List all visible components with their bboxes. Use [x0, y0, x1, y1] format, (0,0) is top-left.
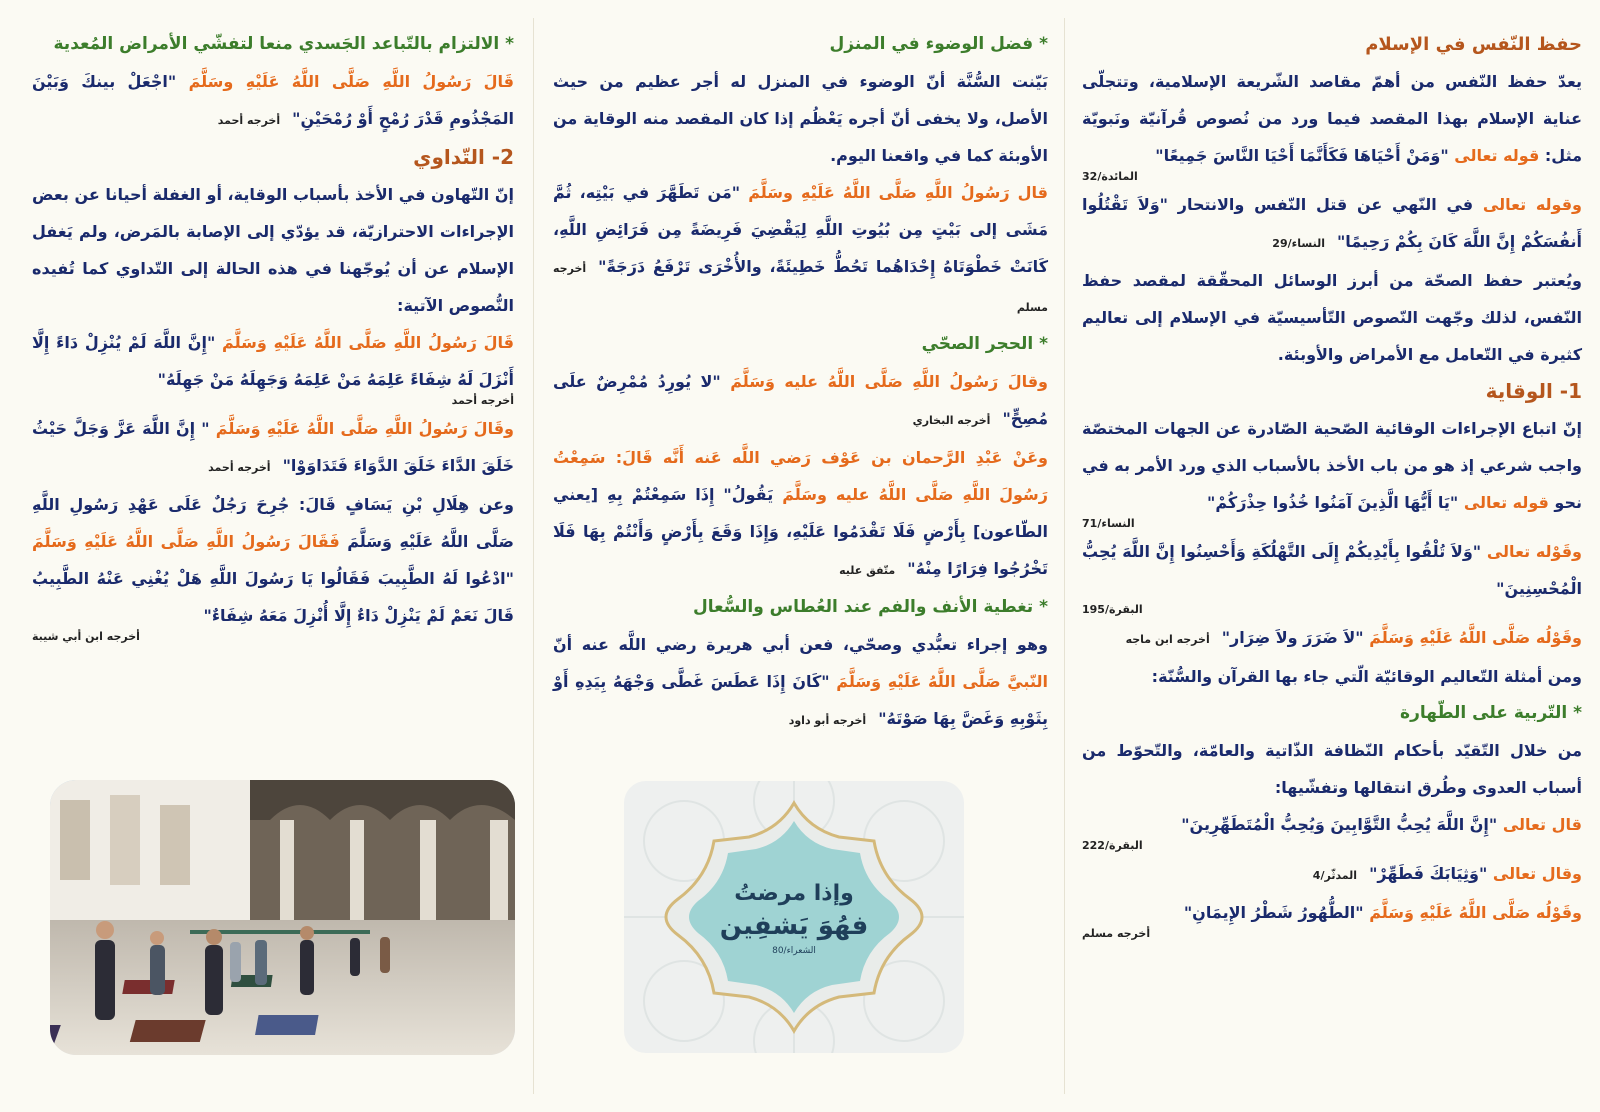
- hadith-reference: أخرجه مسلم: [553, 262, 1048, 314]
- hadith-label: وقَوْلُه صَلَّى اللَّهُ عَلَيْهِ وَسَلَّمَ: [1369, 628, 1582, 647]
- section-heading: 2- التّداوي: [413, 145, 514, 169]
- quran-label: قوله تعالى: [1448, 146, 1540, 165]
- hadith-label: قال رَسُولُ اللَّهِ صَلَّى اللَّهُ عَلَيْهِ وسَلَّمَ: [748, 183, 1049, 202]
- hadith-text: "كَانَ إِذَا عَطَسَ غَطَّى وَجْهَهُ بِيَدِهِ أَوْ بِثَوْبِهِ وَغَضَّ بِهَا صَوْتَهُ": [553, 672, 1048, 728]
- quran-verse: "وَمَنْ أَحْيَاهَا فَكَأَنَّمَا أَحْيَا النَّاسَ جَمِيعًا": [1155, 146, 1449, 165]
- quran-label: وقوله تعالى: [1482, 195, 1582, 214]
- verse-reference: البقرة/222: [1082, 839, 1143, 852]
- body-paragraph: ويُعتبر حفظ الصحّة من أبرز الوسائل المحقّقة لمقصد حفظ النّفس، لذلك وجّهت النّصوص التّأسيسيّة في الإسلام إلى تعاليم كثيرة في التّعامل مع الأمراض والأوبئة.: [1082, 271, 1582, 364]
- quran-verse: "وَلاَ تَقْتُلُوا أَنفُسَكُمْ إِنَّ اللَّهَ كَانَ بِكُمْ رَحِيمًا": [1082, 195, 1582, 251]
- body-paragraph: إنّ التّهاون في الأخذ بأسباب الوقاية، أو الغفلة أحيانا عن بعض الإجراءات الاحترازيّة، قد يؤدّي إلى الإصابة بالمَرض، ولم يَغفل الإسلام عن أن يُوجّهنا في هذه الحالة إلى التّداوي كما تُفيده النُّصوص الآتية:: [32, 185, 514, 315]
- hadith-text: "ادْعُوا لَهُ الطَّبِيبَ فَقَالُوا يَا رَسُولَ اللَّهِ هَلْ يُغْنِي عَنْهُ الطَّبِيبُ قَالَ نَعَمْ لَمْ يَنْزِلْ دَاءٌ إِلَّا أُنْزِلَ مَعَهُ شِفَاءٌ": [32, 569, 514, 625]
- hadith-text: "إِنَّ اللَّهَ لَمْ يُنْزِلْ دَاءً إِلَّا أَنْزَلَ لَهُ شِفَاءً عَلِمَهُ مَنْ عَلِمَهُ وَجَهِلَهُ مَنْ جَهِلَهُ": [32, 333, 514, 389]
- hadith-quote: [553, 626, 1048, 739]
- quran-quote: [1082, 855, 1582, 894]
- hadith-reference: أخرجه مسلم: [1082, 927, 1151, 940]
- quran-verse-emblem: [624, 781, 964, 1053]
- subsection-heading: * فضل الوضوء في المنزل: [829, 34, 1048, 54]
- hadith-quote: [553, 363, 1048, 439]
- quran-quote: [1082, 806, 1582, 843]
- body-paragraph: ومن أمثلة التّعاليم الوقائيّة الّتي جاء بها القرآن والسُّنّة:: [1151, 667, 1582, 686]
- quran-verse: "وَلاَ تُلْقُوا بِأَيْدِيكُمْ إِلَى التَّهْلُكَةِ وَأَحْسِنُوا إِنَّ اللَّهَ يُحِبُّ الْمُحْسِنِينَ": [1082, 542, 1582, 598]
- hadith-reference: أخرجه أبو داود: [788, 714, 867, 727]
- mosque-prayer-photo: [50, 780, 515, 1055]
- quote-context: في النّهي عن قتل النّفس والانتحار: [1168, 195, 1483, 214]
- hadith-text: "لا يُورِدُ مُمْرِضٌ علَى مُصِحٍّ": [553, 372, 1048, 428]
- paragraph-text: إنّ اتباع الإجراءات الوقائية الصّحية الصّادرة عن الجهات المختصّة واجب شرعي إذ هو من باب الأخذ بالأسباب الذي ورد الأمر به في نحو: [1082, 419, 1582, 512]
- hadith-quote: [32, 410, 514, 486]
- quran-label: قال تعالى: [1502, 815, 1582, 834]
- hadith-label: وقالَ رَسُولُ اللَّهِ صَلَّى اللَّهُ عليه وَسَلَّمَ: [730, 372, 1049, 391]
- hadith-label: وقَالَ رَسُولُ اللَّهِ صَلَّى اللَّهُ عَلَيْهِ وَسَلَّمَ: [215, 419, 514, 438]
- verse-reference: المائدة/32: [1082, 170, 1138, 183]
- hadith-quote: [553, 439, 1048, 589]
- quran-quote: [1082, 533, 1582, 607]
- body-paragraph: [1082, 410, 1582, 521]
- section-heading: 1- الوقاية: [1485, 379, 1582, 403]
- hadith-quote: [553, 174, 1048, 326]
- hadith-text: "الطُّهُورُ شَطْرُ الإِيمَانِ": [1183, 903, 1370, 922]
- hadith-quote: [1082, 894, 1582, 931]
- intro-paragraph: [1082, 63, 1582, 174]
- hadith-reference: أخرجه ابن أبي شيبة: [32, 630, 140, 643]
- hadith-text: "اجْعَلْ بينكَ وَبَيْنَ المَجْذُومِ قَدْرَ رُمْحٍ أَوْ رُمْحَيْنِ": [32, 72, 514, 128]
- column-divider-right: [1064, 18, 1065, 1094]
- hadith-reference: أخرجه أحمد: [217, 114, 281, 127]
- hadith-quote: [1082, 619, 1582, 658]
- subsection-heading: * الحجر الصحّي: [921, 334, 1048, 354]
- intro-text: يعدّ حفظ النّفس من أهمّ مقاصد الشّريعة الإسلامية، وتتجلّى عناية الإسلام بهذا المقصد فيما ورد من نُصوص قُرآنيّة ونَبويّة: [1082, 72, 1582, 128]
- verse-reference: البقرة/195: [1082, 603, 1143, 616]
- right-column: [1082, 26, 1582, 1092]
- quran-label: قوله تعالى: [1463, 493, 1549, 512]
- mosque-illustration: [50, 780, 515, 1055]
- hadith-text: يَقُولُ" إِذَا سَمِعْتُمْ بِهِ [يعني الطّاعون] بِأَرْضٍ فَلَا تَقْدَمُوا عَلَيْهِ، وَإِذَا وَقَعَ بِأَرْضٍ وَأَنْتُمْ بِهَا فَلَا تَخْرُجُوا فِرَارًا مِنْهُ": [553, 485, 1048, 578]
- hadith-reference: أخرجه أحمد: [451, 394, 514, 407]
- paragraph-text: وعن هِلَالِ بْنِ يَسَافٍ قَالَ: جُرِحَ رَجُلٌ عَلَى عَهْدِ رَسُولِ اللَّهِ صَلَّى اللَّهُ عَلَيْهِ وَسَلَّمَ: [32, 495, 515, 551]
- section-title: حفظ النّفس في الإسلام: [1365, 34, 1582, 55]
- hadith-label: وقَوْلُه صَلَّى اللَّهُ عَلَيْهِ وَسَلَّمَ: [1369, 903, 1582, 922]
- quran-quote: [1082, 186, 1582, 262]
- hadith-text: "لاَ ضَرَرَ ولاَ ضِرَار": [1221, 628, 1370, 647]
- paragraph-text: وهو إجراء تعبُّدي وصحّي، فعن أبي هريرة رضي اللَّه عنه أنّ: [553, 635, 1048, 654]
- verse-reference: المدثّر/4: [1312, 869, 1358, 882]
- hadith-label: قَالَ رَسُولُ اللَّهِ صَلَّى اللَّهُ عَلَيْهِ وسَلَّمَ: [188, 72, 514, 91]
- hadith-reference: أخرجه أحمد: [208, 461, 271, 474]
- body-paragraph: من خلال التّقيّد بأحكام النّظافة الذّاتية والعامّة، والتّحوّط من أسباب العدوى وطُرق انتقالها وتفشّيها:: [1082, 741, 1582, 797]
- hadith-label: وعَنْ عَبْدِ الرَّحمان بن عَوْف رَضي اللَّه عَنه أَنَّه قَالَ: سَمِعْتُ رَسُولَ اللَّهِ صَلَّى اللَّهُ عليه وسَلَّمَ: [553, 448, 1049, 504]
- subsection-heading: * تغطية الأنف والفم عند العُطاس والسُّعال: [692, 597, 1048, 617]
- quran-verse: "إِنَّ اللَّهَ يُحِبُّ التَّوَّابِينَ وَيُحِبُّ الْمُتَطَهِّرِينَ": [1181, 815, 1503, 834]
- hadith-reference: أخرجه ابن ماجه: [1125, 633, 1210, 646]
- emblem-line-2: فهُوَ يَشفِين: [719, 911, 869, 941]
- quran-verse: "وَثِيَابَكَ فَطَهِّرْ": [1369, 864, 1493, 883]
- verse-reference: النساء/71: [1082, 517, 1135, 530]
- hadith-text: "مَن تَطَهَّرَ في بَيْتِه، ثُمَّ مَشَى إلى بَيْتٍ مِن بُيُوتِ اللَّهِ لِيَقْضِيَ فَرِيضَةً مِن فَرَائِضِ اللَّهِ، كَانَتْ خَطْوَتَاهُ إِحْدَاهُما تَحُطُّ خَطِيئَةً، والأُخْرَى تَرْفَعُ دَرَجَةً": [553, 183, 1048, 276]
- emblem-reference: الشعراء/80: [772, 946, 816, 956]
- body-paragraph: بَيّنت السُّنَّة أنّ الوضوء في المنزل له أجر عظيم من حيث الأصل، ولا يخفى أنّ أجره يَعْظُم إذا كان المقصد منه الوقاية من الأوبئة كما في واقعنا اليوم.: [553, 72, 1048, 165]
- hadith-label: فَقَالَ رَسُولُ اللَّهِ صَلَّى اللَّهُ عَلَيْهِ وَسَلَّمَ: [32, 532, 340, 551]
- verse-reference: النساء/29: [1272, 237, 1325, 250]
- hadith-reference: متّفق عليه: [839, 564, 896, 577]
- hadith-label: قَالَ رَسُولُ اللَّهِ صَلَّى اللَّهُ عَلَيْهِ وَسَلَّمَ: [222, 333, 514, 352]
- quran-verse: "يَا أَيُّهَا الَّذِينَ آمَنُوا خُذُوا حِذْرَكُمْ": [1207, 493, 1464, 512]
- hadith-text: " إِنَّ اللَّهَ عَزَّ وَجَلَّ حَيْثُ خَلَقَ الدَّاءَ خَلَقَ الدَّوَاءَ فَتَدَاوَوْا": [32, 419, 514, 475]
- hadith-reference: أخرجه البخاري: [912, 414, 991, 427]
- example-prefix: مثل:: [1539, 146, 1582, 165]
- quran-label: وقَوْله تعالى: [1486, 542, 1582, 561]
- subsection-heading: * التّربية على الطّهارة: [1400, 703, 1582, 723]
- hadith-quote: [32, 486, 514, 634]
- emblem-line-1: وإذا مرضتُ: [734, 881, 854, 906]
- hadith-quote: [32, 324, 514, 398]
- subsection-heading: * الالتزام بالتّباعد الجَسدي منعا لتفشّي الأمراض المُعدية: [53, 34, 514, 54]
- hadith-quote: [32, 63, 514, 139]
- hadith-label: النّبيَّ صَلَّى اللَّهُ عَلَيْهِ وَسَلَّمَ: [836, 672, 1048, 691]
- quran-label: وقال تعالى: [1492, 864, 1582, 883]
- column-divider-left: [533, 18, 534, 1094]
